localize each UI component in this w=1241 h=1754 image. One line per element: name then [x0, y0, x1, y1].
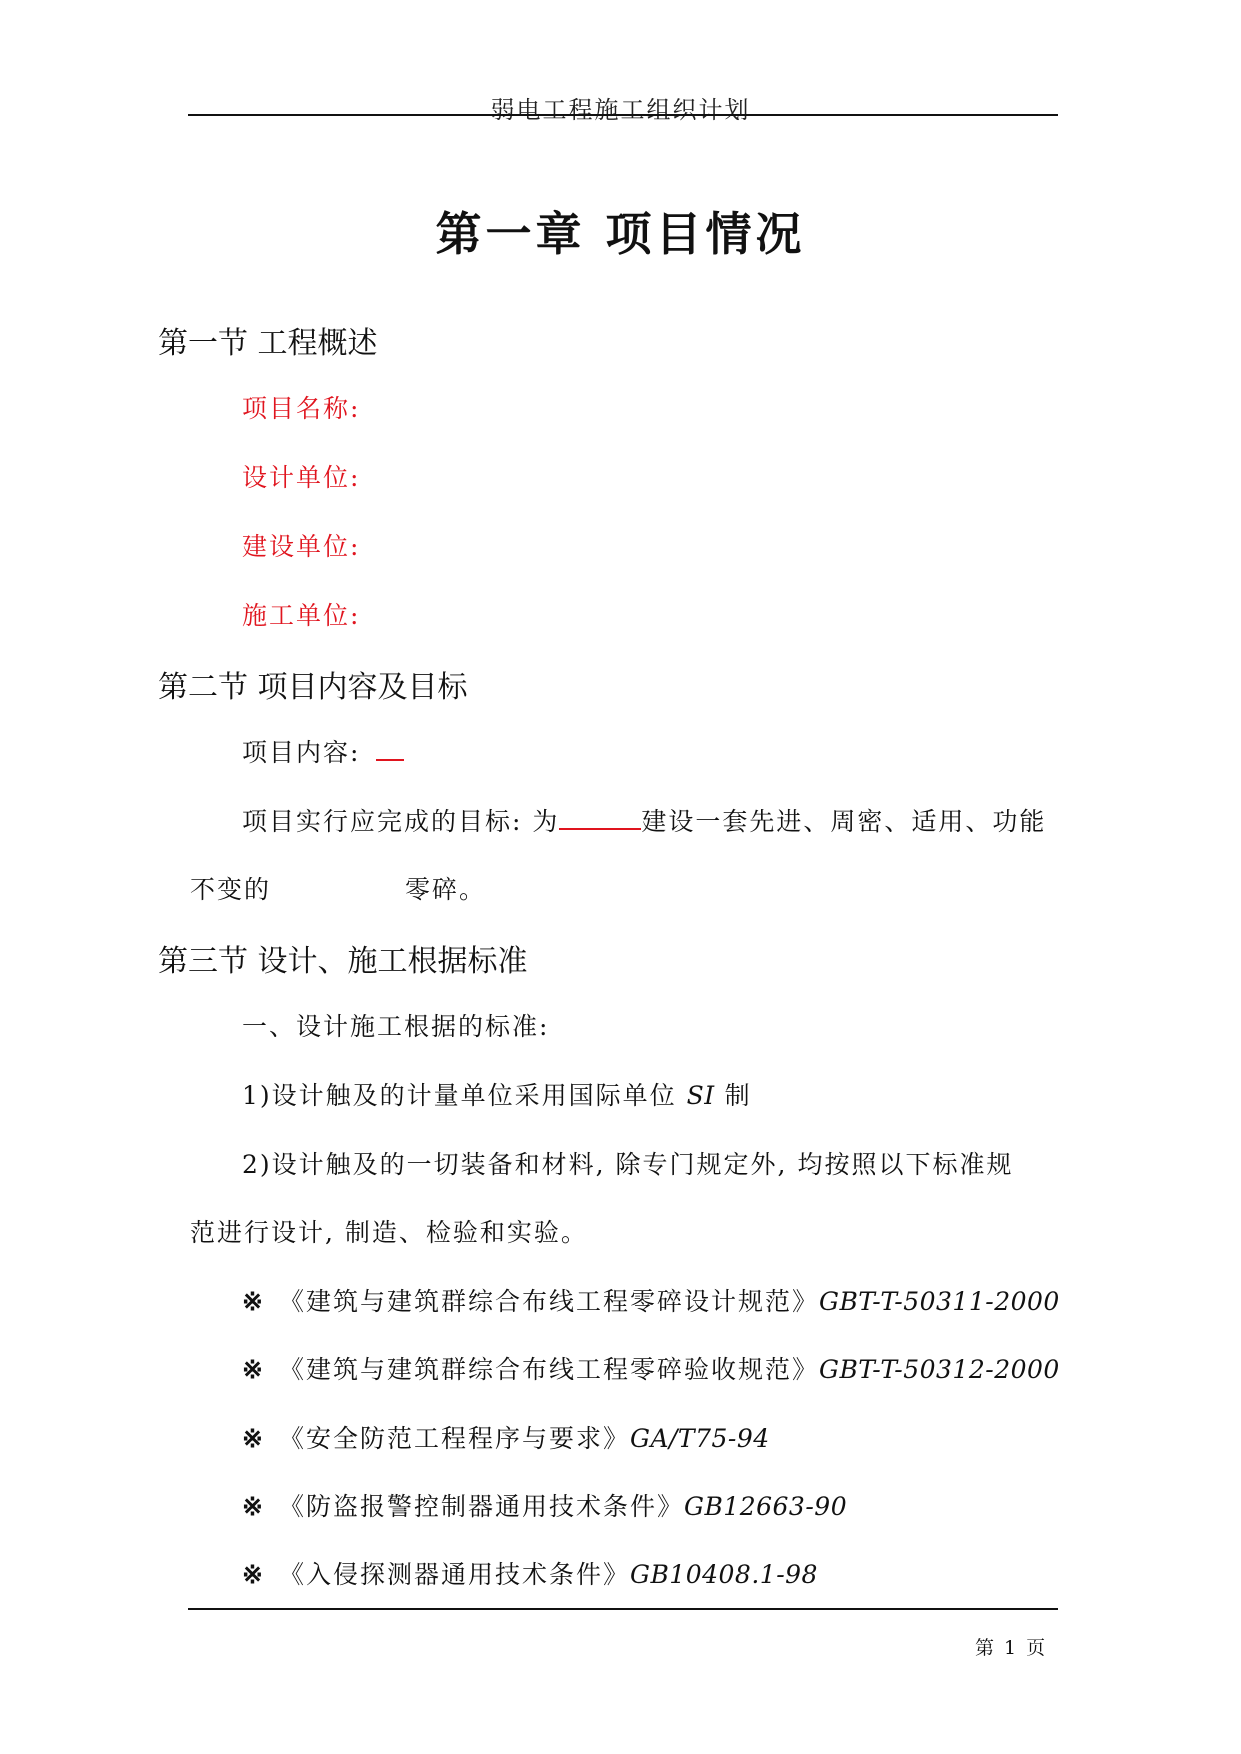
standard-item	[242, 1555, 818, 1591]
standard-code: GB12663-90	[683, 1492, 848, 1521]
standard-name: 《安全防范工程程序与要求》	[278, 1424, 630, 1453]
standard-item	[242, 1350, 1060, 1386]
reference-mark-icon: ※	[242, 1560, 265, 1589]
reference-mark-icon: ※	[242, 1355, 265, 1384]
chapter-title: 第一章 项目情况	[435, 207, 806, 261]
standard-name: 《建筑与建筑群综合布线工程零碎设计规范》	[278, 1287, 819, 1316]
standard-code: GBT-T-50311-2000	[818, 1287, 1060, 1316]
project-content-label: 项目内容:	[242, 738, 361, 767]
standard-code: GA/T75-94	[629, 1424, 770, 1453]
goal-mid: 建设一套先进、周密、适用、功能	[641, 807, 1047, 836]
equipment-line-1: 2)设计触及的一切装备和材料, 除专门规定外, 均按照以下标准规	[242, 1150, 1014, 1179]
reference-mark-icon: ※	[242, 1424, 265, 1453]
page-number: 第 1 页	[975, 1637, 1048, 1659]
standard-code: GB10408.1-98	[629, 1560, 818, 1589]
goal-line-1	[242, 802, 1046, 838]
footer-rule	[188, 1608, 1058, 1610]
goal-prefix: 项目实行应完成的目标: 为	[242, 807, 560, 836]
running-header: 弱电工程施工组织计划	[490, 96, 751, 124]
header-rule	[188, 114, 1058, 116]
standard-item	[242, 1487, 847, 1523]
field-contractor: 施工单位:	[242, 601, 361, 630]
si-units-post: 制	[724, 1081, 752, 1110]
section-3-title: 第三节 设计、施工根据标准	[158, 944, 528, 979]
standard-code: GBT-T-50312-2000	[818, 1355, 1060, 1384]
standard-name: 《建筑与建筑群综合布线工程零碎验收规范》	[278, 1355, 819, 1384]
project-content-line	[242, 733, 404, 769]
si-units-line	[242, 1076, 752, 1112]
field-design-unit: 设计单位:	[242, 463, 361, 492]
equipment-line-2: 范进行设计, 制造、检验和实验。	[190, 1218, 588, 1247]
section-2-title: 第二节 项目内容及目标	[158, 670, 468, 705]
reference-mark-icon: ※	[242, 1287, 265, 1316]
section-1-title: 第一节 工程概述	[158, 326, 378, 361]
standard-name: 《防盗报警控制器通用技术条件》	[278, 1492, 684, 1521]
reference-mark-icon: ※	[242, 1492, 265, 1521]
si-units-pre: 1)设计触及的计量单位采用国际单位	[242, 1081, 677, 1110]
project-content-blank	[376, 735, 404, 761]
standard-item	[242, 1282, 1060, 1318]
standards-intro: 一、设计施工根据的标准:	[242, 1012, 550, 1041]
standard-name: 《入侵探测器通用技术条件》	[278, 1560, 630, 1589]
goal-line-2-a: 不变的	[190, 875, 272, 904]
field-construction-owner: 建设单位:	[242, 532, 361, 561]
field-project-name: 项目名称:	[242, 394, 361, 423]
goal-line-2-b: 零碎。	[405, 875, 487, 904]
si-units-symbol: SI	[686, 1081, 715, 1110]
standard-item	[242, 1419, 770, 1455]
goal-blank	[559, 804, 641, 830]
